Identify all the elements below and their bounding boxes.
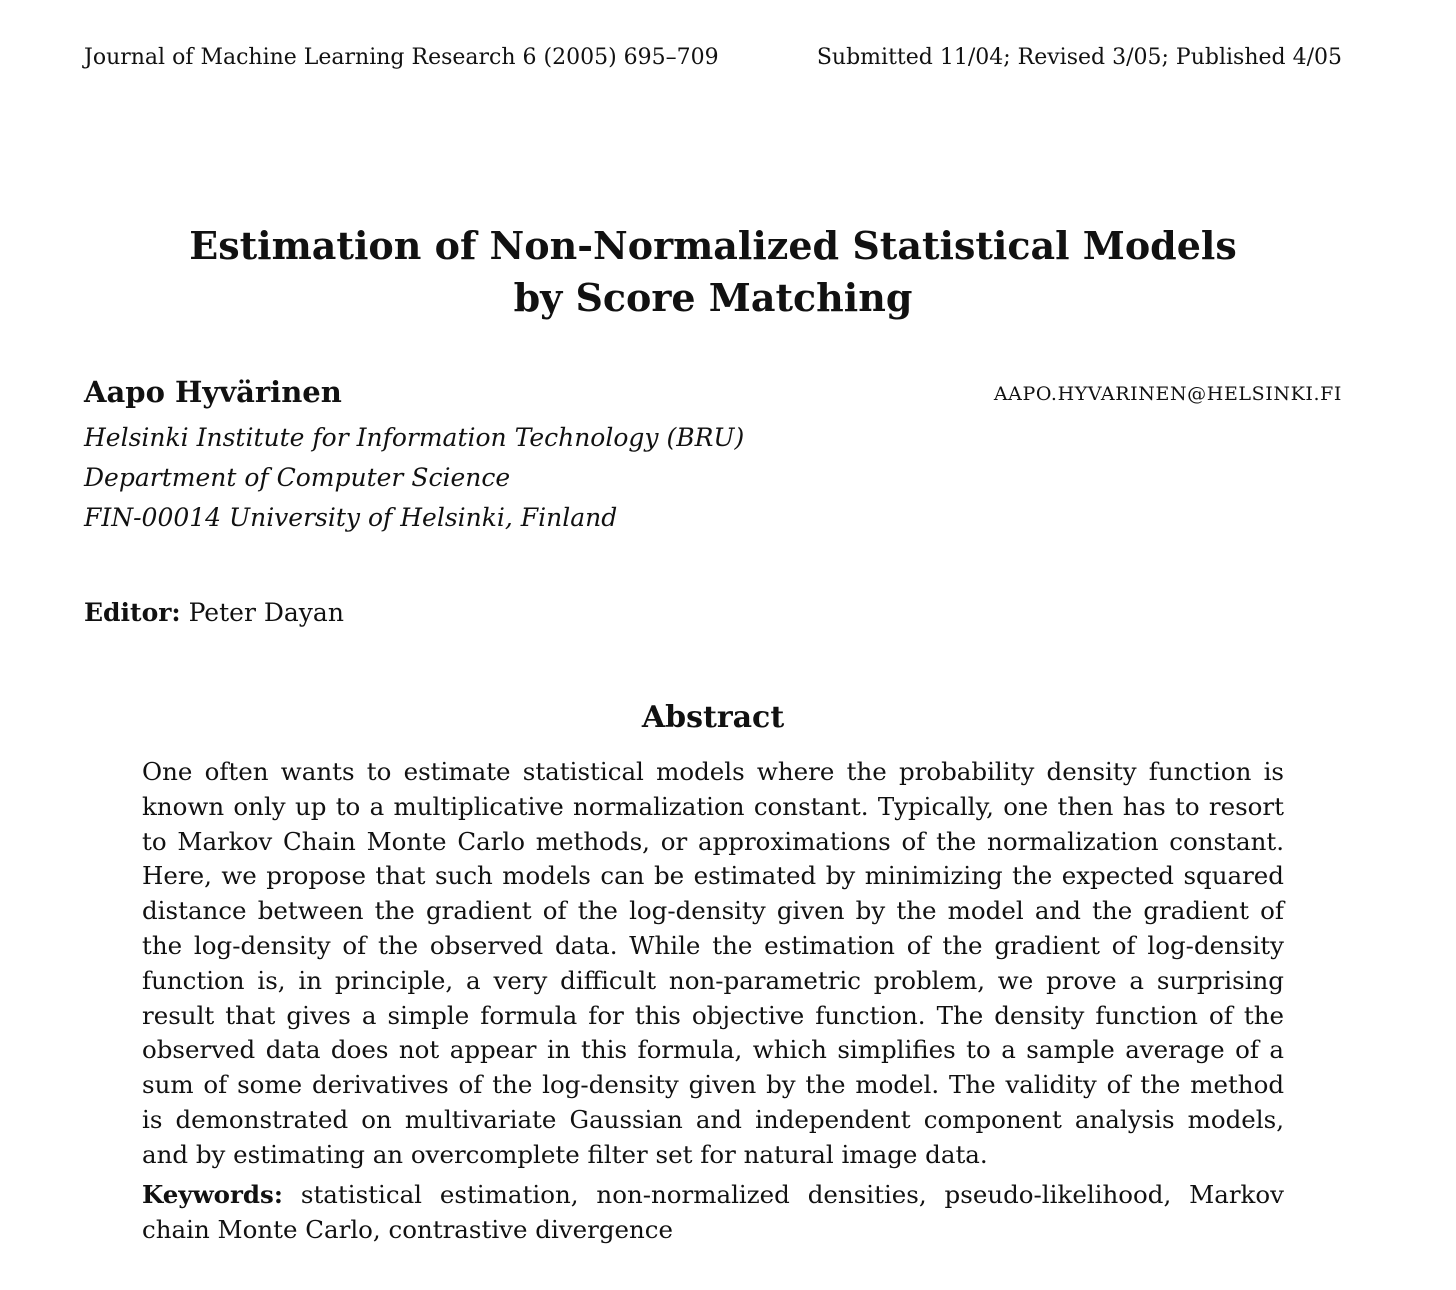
affiliation-line: Department of Computer Science [84, 463, 511, 492]
keywords-line-2: chain Monte Carlo, contrastive divergence [142, 1214, 674, 1244]
abstract-line: sum of some derivatives of the log-density given by the model. The validity of the method [142, 1070, 1284, 1100]
abstract-line: is demonstrated on multivariate Gaussian and independent component analysis models, [142, 1104, 1284, 1134]
editor-label: Editor: [84, 598, 181, 627]
submission-dates: Submitted 11/04; Revised 3/05; Published 4/05 [816, 45, 1342, 70]
keywords-text-1: statistical estimation, non-normalized densities, pseudo-likelihood, Markov [300, 1180, 1284, 1209]
abstract-line: result that gives a simple formula for this objective function. The density function of the [142, 1000, 1284, 1030]
editor-line [84, 598, 344, 627]
editor-name: Peter Dayan [188, 598, 344, 627]
abstract-line: One often wants to estimate statistical models where the probability density function is [142, 757, 1284, 786]
abstract-line: function is, in principle, a very difficult non-parametric problem, we prove a surprising [142, 965, 1284, 995]
abstract-heading: Abstract [641, 700, 785, 735]
title-line-2: by Score Matching [513, 275, 913, 320]
author-name: Aapo Hyvärinen [84, 375, 342, 409]
abstract-line: known only up to a multiplicative normalization constant. Typically, one then has to resort [142, 791, 1284, 821]
journal-citation: Journal of Machine Learning Research 6 (2005) 695–709 [84, 45, 719, 70]
abstract-text [142, 755, 1284, 1173]
abstract-line: Here, we propose that such models can be estimated by minimizing the expected squared [142, 861, 1284, 891]
author-affiliation [84, 418, 744, 538]
affiliation-line: FIN-00014 University of Helsinki, Finland [84, 503, 618, 532]
title-line-1: Estimation of Non-Normalized Statistical Models [189, 223, 1237, 268]
paper-title [0, 220, 1426, 324]
abstract-line: observed data does not appear in this formula, which simplifies to a sample average of a [142, 1035, 1284, 1065]
abstract-line: the log-density of the observed data. While the estimation of the gradient of log-density [142, 930, 1284, 960]
abstract-line: to Markov Chain Monte Carlo methods, or approximations of the normalization constant. [142, 826, 1284, 856]
abstract-line: distance between the gradient of the log-density given by the model and the gradient of [142, 896, 1284, 926]
author-email: AAPO.HYVARINEN@HELSINKI.FI [993, 383, 1342, 405]
keywords-label: Keywords: [142, 1180, 283, 1209]
abstract-line: and by estimating an overcomplete filter set for natural image data. [142, 1139, 988, 1169]
keywords [142, 1178, 1284, 1248]
keywords-line-1 [142, 1178, 1284, 1213]
affiliation-line: Helsinki Institute for Information Technology (BRU) [84, 423, 745, 452]
